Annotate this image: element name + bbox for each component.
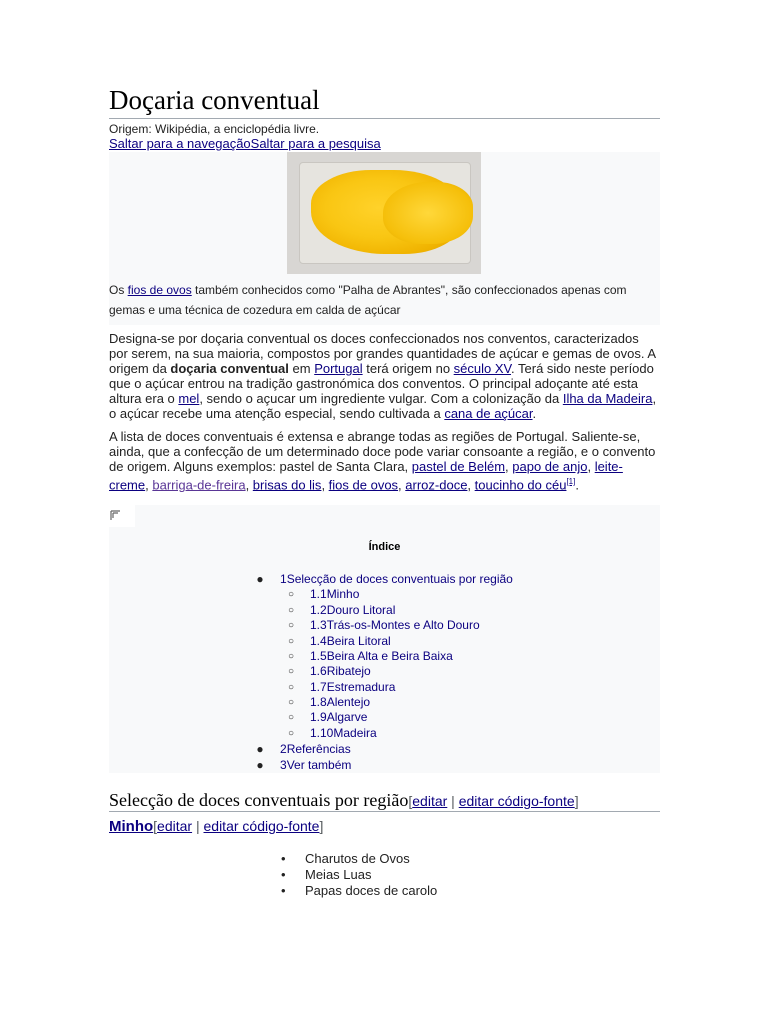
toc-item[interactable]: ○ 1.4Beira Litoral	[109, 634, 660, 649]
toc-item[interactable]: ○ 1.8Alentejo	[109, 695, 660, 710]
toc-item[interactable]: ● 2Referências	[109, 741, 660, 757]
toc-item[interactable]: ○ 1.9Algarve	[109, 710, 660, 725]
examples-paragraph: A lista de doces conventuais é extensa e abrange todas as regiões de Portugal. Saliente-se, ainda, que a confecção de um determinado doce pode variar consoante a região, e o convento de origem. Alguns exemplos: pastel de Santa Clara, pastel de Belém, papo de anjo, leite-creme, barriga-de-freira, brisas do lis, fios de ovos, arroz-doce, toucinho do céu[1].	[109, 429, 656, 493]
subsection-heading-minho	[109, 816, 660, 837]
link-pastel-de-belem[interactable]: pastel de Belém	[411, 459, 506, 474]
fios-de-ovos-photo[interactable]	[287, 152, 481, 274]
toc-title: Índice	[368, 541, 401, 554]
bullet-icon: •	[281, 883, 286, 899]
skip-search-link[interactable]: Saltar para a pesquisa	[250, 136, 381, 151]
link-toucinho-do-ceu[interactable]: toucinho do céu	[474, 477, 567, 493]
caption-link-fios[interactable]: fios de ovos	[127, 283, 192, 297]
link-arroz-doce[interactable]: arroz-doce	[405, 477, 468, 493]
toc-list	[109, 571, 660, 773]
edit-source-link[interactable]: editar código-fonte	[203, 818, 320, 835]
link-fios-de-ovos[interactable]: fios de ovos	[328, 477, 399, 493]
circle-bullet-icon: ○	[287, 697, 295, 709]
toc-item[interactable]: ● 1Selecção de doces conventuais por região	[109, 571, 660, 587]
edit-source-link[interactable]: editar código-fonte	[458, 793, 575, 810]
skip-links	[109, 136, 660, 152]
list-item: • Meias Luas	[281, 867, 372, 883]
yolk-strands-shape	[383, 182, 473, 244]
bullet-icon: ●	[256, 758, 264, 773]
origin-note: Origem: Wikipédia, a enciclopédia livre.	[109, 122, 320, 136]
link-ilha-da-madeira[interactable]: Ilha da Madeira	[562, 391, 653, 406]
link-brisas-do-lis[interactable]: brisas do lis	[252, 477, 322, 493]
page-title: Doçaria conventual	[109, 82, 660, 119]
toc-item[interactable]: ○ 1.1Minho	[109, 587, 660, 602]
circle-bullet-icon: ○	[287, 712, 295, 724]
circle-bullet-icon: ○	[287, 604, 295, 616]
list-item: • Charutos de Ovos	[281, 851, 410, 867]
toc-item[interactable]: ○ 1.3Trás-os-Montes e Alto Douro	[109, 618, 660, 633]
toc-item[interactable]: ○ 1.6Ribatejo	[109, 664, 660, 679]
circle-bullet-icon: ○	[287, 650, 295, 662]
reference-1[interactable]: [1]	[566, 477, 576, 486]
toc-item[interactable]: ○ 1.5Beira Alta e Beira Baixa	[109, 649, 660, 664]
edit-section-links: [editar | editar código-fonte]	[408, 793, 579, 810]
table-of-contents	[109, 505, 660, 773]
list-item: • Papas doces de carolo	[281, 883, 438, 899]
link-barriga-de-freira[interactable]: barriga-de-freira	[152, 477, 246, 493]
link-seculo-xv[interactable]: século XV	[453, 361, 512, 376]
bullet-icon: ●	[256, 572, 264, 587]
minho-sweets-list	[109, 851, 660, 899]
link-mel[interactable]: mel	[178, 391, 200, 406]
skip-nav-link[interactable]: Saltar para a navegação	[109, 136, 251, 151]
edit-link[interactable]: editar	[412, 793, 448, 810]
bullet-icon: •	[281, 851, 286, 867]
link-cana-de-acucar[interactable]: cana de açúcar	[444, 406, 533, 421]
circle-bullet-icon: ○	[287, 727, 295, 739]
toc-item[interactable]: ● 3Ver também	[109, 757, 660, 773]
link-portugal[interactable]: Portugal	[314, 361, 363, 376]
edit-section-links: [editar | editar código-fonte]	[153, 818, 324, 835]
circle-bullet-icon: ○	[287, 620, 295, 632]
circle-bullet-icon: ○	[287, 681, 295, 693]
bold-term: doçaria conventual	[170, 361, 289, 376]
bullet-icon: •	[281, 867, 286, 883]
toc-item[interactable]: ○ 1.10Madeira	[109, 726, 660, 741]
toc-item[interactable]: ○ 1.7Estremadura	[109, 680, 660, 695]
image-caption: Os fios de ovos também conhecidos como "Palha de Abrantes", são confeccionados apenas com gemas e uma técnica de cozedura em calda de açúcar	[109, 283, 627, 317]
toc-item[interactable]: ○ 1.2Douro Litoral	[109, 603, 660, 618]
toc-toggle-icon[interactable]	[109, 505, 135, 527]
bullet-icon: ●	[256, 742, 264, 757]
edit-link[interactable]: editar	[157, 818, 193, 835]
thumbnail-figure	[109, 152, 660, 325]
section-heading-regions: Selecção de doces conventuais por região[editar | editar código-fonte]	[109, 790, 660, 812]
circle-bullet-icon: ○	[287, 666, 295, 678]
link-papo-de-anjo[interactable]: papo de anjo	[512, 459, 588, 474]
minho-heading-link[interactable]: Minho	[109, 818, 154, 836]
circle-bullet-icon: ○	[287, 635, 295, 647]
intro-paragraph: Designa-se por doçaria conventual os doces confeccionados nos conventos, caracterizados por serem, na sua maioria, compostos por grandes quantidades de açúcar e gemas de ovos. A origem da doçaria conventual em Portugal terá origem no século XV. Terá sido neste período que o açúcar entrou na tradição gastronómica dos conventos. O principal adoçante até esta altura era o mel, sendo o açucar um ingrediente vulgar. Com a colonização da Ilha da Madeira, o açúcar recebe uma atenção especial, sendo cultivada a cana de açúcar.	[109, 331, 657, 421]
circle-bullet-icon: ○	[287, 589, 295, 601]
link-leite-creme[interactable]: leite-creme	[109, 459, 623, 493]
article	[109, 82, 660, 899]
